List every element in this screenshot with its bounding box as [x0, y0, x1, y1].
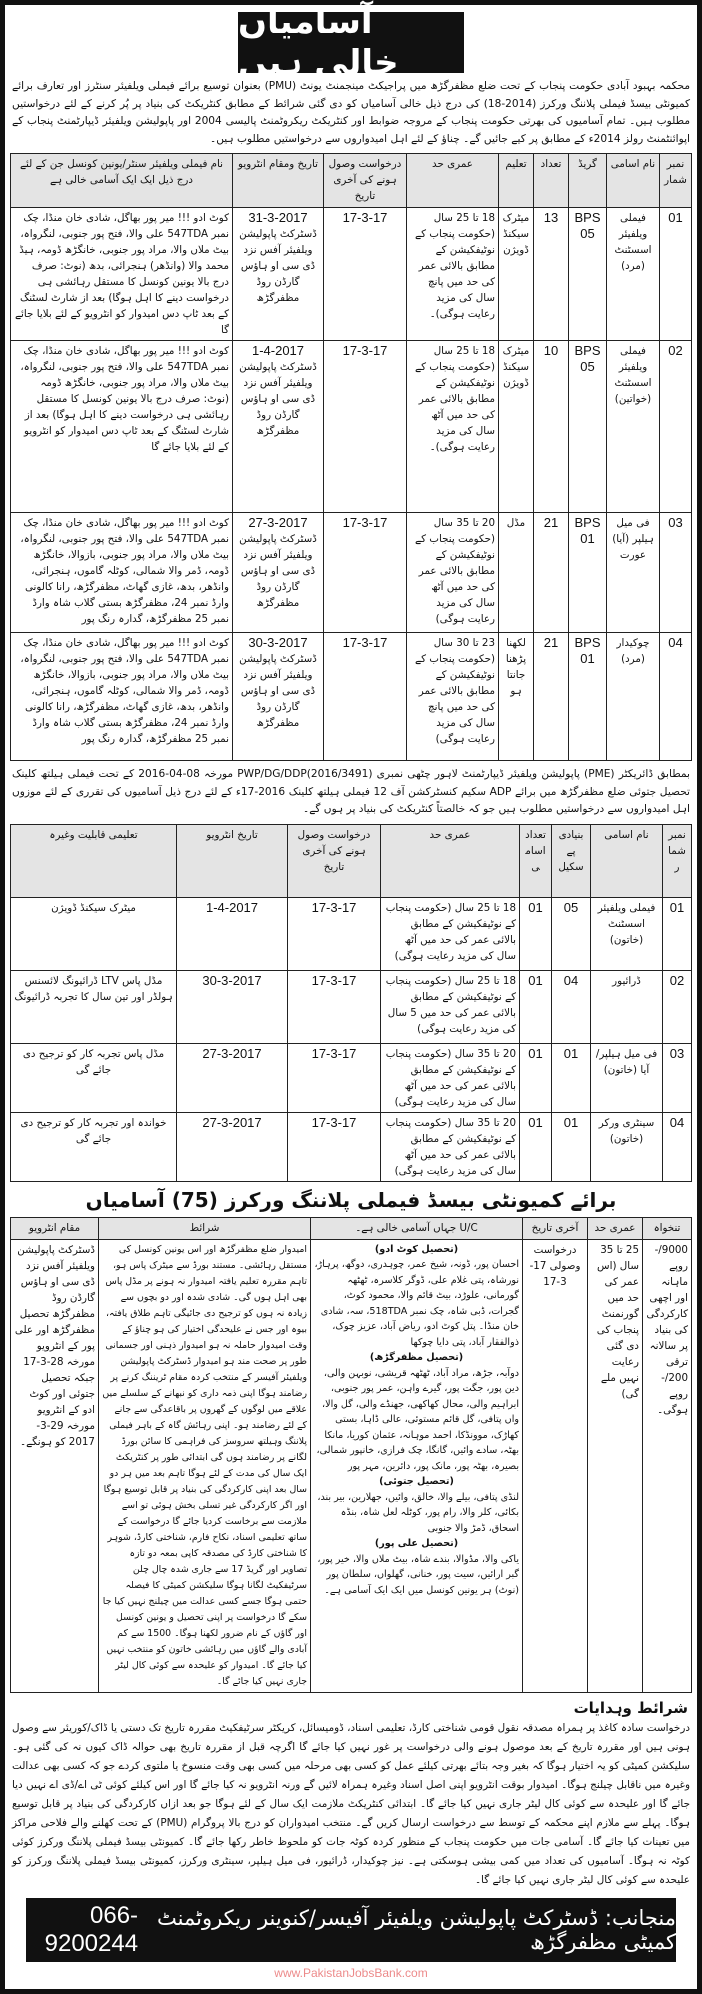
- grade: BPS 01: [569, 513, 607, 633]
- table-header: [11, 824, 692, 897]
- tehsil-name: (تحصیل جتوئی): [379, 1476, 454, 1487]
- table-row: [11, 1112, 692, 1181]
- vacancies-table-2: [10, 824, 692, 1182]
- header-cell: تعداد: [534, 154, 569, 208]
- last-date: 17-3-17: [324, 633, 407, 761]
- table-row: [11, 341, 692, 513]
- row-number: 04: [660, 633, 692, 761]
- header-cell: نام اسامی: [591, 824, 663, 897]
- post-count: 01: [520, 897, 552, 970]
- last-date: 17-3-17: [288, 897, 381, 970]
- centers-list: کوٹ ادو !!! میر پور بھاگل، شادی خان منڈا، چک نمبر 547TDA علی والا، فتح پور جنوبی، لنگرواہ، بیٹ ملاں والا، مراد پور جنوبی، خانگڑھ ڈومہ (نوٹ: صرف درج بالا یونین کونسل کا مستقل رہائشی ہی درخواست دینے کا اہل ہوگا) بعد از شارٹ لسٹنگ کے بعد ٹاپ دس امیدوار کو انٹرویو کے لئے بلایا جائے گا: [11, 341, 233, 513]
- tehsil-group: [314, 1474, 519, 1536]
- interview-date: 30-3-2017: [177, 970, 288, 1043]
- header-cell: نام فیملی ویلفیئر سنٹر/یونین کونسل جن کے لئے درج ذیل ایک ایک آسامی خالی ہے: [11, 154, 233, 208]
- ad-title: آسامیاں خالی ہیں: [238, 12, 464, 73]
- post-name: فیملی ویلفیئر اسسٹنٹ (خاتون): [591, 897, 663, 970]
- uc-list: لنڈی پتافی، بیلے والا، خالق، وائیں، جھلارین، بیر بند، بکائی، کلر والا، رام پور، کوٹلہ لعل شاہ، بنڈہ اسحاق، ڈمڑ والا جنوبی: [317, 1491, 519, 1534]
- interview-date: 27-3-2017: [177, 1112, 288, 1181]
- last-date: 17-3-17: [324, 208, 407, 341]
- header-cell: شرائط: [99, 1217, 311, 1239]
- interview-date: 27-3-2017: [248, 515, 308, 530]
- post-name: ڈرائیور: [591, 970, 663, 1043]
- interview-place: ڈسٹرکٹ پاپولیشن ویلفیئر آفس نزد ڈی سی او ہاؤس گارڈن روڈ مظفرگڑھ: [239, 361, 317, 437]
- cbfpw-heading: برائے کمیونٹی بیسڈ فیملی پلاننگ ورکرز (75) آسامیاں: [85, 1187, 617, 1212]
- header-cell: نمبر شمار: [660, 154, 692, 208]
- footer-phone: 066-9200244: [44, 1901, 139, 1957]
- table-row: [11, 897, 692, 970]
- header-cell: بنیادی پے سکیل: [552, 824, 591, 897]
- header-cell: تعلیم: [499, 154, 534, 208]
- interview-date: 1-4-2017: [251, 343, 305, 358]
- grade: BPS 05: [569, 208, 607, 341]
- post-name: فیملی ویلفیئر اسسٹنٹ (مرد): [607, 208, 660, 341]
- uc-cell: [311, 1239, 523, 1692]
- table-row: [11, 633, 692, 761]
- header-cell: درخواست وصول ہونے کی آخری تاریخ: [288, 824, 381, 897]
- post-name: فیملی ویلفیئر اسسٹنٹ (خواتین): [607, 341, 660, 513]
- terms-paragraph: درخواست سادہ کاغذ پر ہمراہ مصدقہ نقول قومی شناختی کارڈ، تعلیمی اسناد، ڈومیسائل، کریکٹر سرٹیفکیٹ مقررہ تاریخ تک دستی یا ڈاک/کوریئر سے وصول ہونی ہیں اور مقررہ تاریخ کے بعد موصول ہونے والی درخواست پر غور نہیں کیا جائے گا اگرچہ قبل از مقررہ تاریخ بھی حوالہ ڈاک کیوں نہ کی گئی ہو۔ سلیکشن کمیٹی کو یہ اختیار ہوگا کہ بغیر وجہ بتائے بھرتی کیلئے عمل کو کسی بھی مرحلہ میں کسی بھی وقت منسوخ یا ملتوی کردے جو کہ کسی بھی عدالت وغیرہ میں ناقابل چیلنج ہوگا۔ امیدوار بوقت انٹرویو اپنی اصل اسناد وغیرہ ہمراہ لائیں گے ورنہ انٹرویو نہ کیا جائے گا اور اس کیلئے کوئی ٹی اے/ڈی اے نہیں دیا جائے گا اور علیحدہ سے کوئی کال لیٹر جاری نہیں کیا جائے گا۔ ابتدائی کنٹریکٹ ملازمت ایک سال کے لئے ہوگا جو بعد ازاں کارکردگی کی بنیاد پر قابل توسیع ہوگا۔ پہلے سے ملازم اپنے محکمہ کے توسط سے درخواست ارسال کریں گے۔ منتخب امیدواران کو درج بالا پروگرام (PMU) کے تحت کھلنے والے فلاحی مراکز میں تعینات کیا جائے گا۔ آسامی جات میں حکومت پنجاب کے منظور کردہ کوٹہ جات کو ملحوظ خاطر رکھا جائے گا۔ کمیونٹی بیسڈ فیملی پلاننگ ورکرز کوئی کوٹہ نہ ہوگا۔ آسامیوں کی تعداد میں کمی بیشی ہوسکتی ہے۔ نیز چوکیدار، ڈرائیور، فی میل ہیلپر، سینٹری ورکرز، کمیونٹی بیسڈ فیملی پلاننگ ورکرز کو علیحدہ سے کوئی کال لیٹر جاری نہیں کیا جائے گا۔: [12, 1721, 690, 1886]
- table-row: [11, 208, 692, 341]
- last-date: 17-3-17: [288, 970, 381, 1043]
- interview-cell: [233, 341, 324, 513]
- last-date: 17-3-17: [324, 513, 407, 633]
- intro-paragraph: محکمہ بہبود آبادی حکومت پنجاب کے تحت ضلع مظفرگڑھ میں پراجیکٹ مینجمنٹ یونٹ (PMU) بعنوان توسیع برائے فیملی ویلفیئر سنٹرز اور تعارف برائے کمیونٹی بیسڈ فیملی پلاننگ ورکرز (2014-18) کی درج ذیل خالی آسامیاں کو دی گئی شرائط کے مطابق کنٹریکٹ کی بنیاد پر پُر کرنے کے لئے درخواستیں مطلوب ہیں۔ تمام آسامیوں کی بھرتی حکومت پنجاب کے مروجہ ضوابط اور کنٹریکٹ ریکروٹمنٹ پالیسی 2004 اور پاپولیشن ویلفیئر ڈیپارٹمنٹ پنجاب کے اپوائنٹمنٹ رولز 2014ء کے مطابق پر کیے جائیں گے۔ چناؤ کے لئے اہل امیدواروں سے درخواستیں مطلوب ہیں۔: [12, 80, 690, 145]
- row-number: 03: [660, 513, 692, 633]
- interview-date: 1-4-2017: [177, 897, 288, 970]
- uc-list: دوآبہ، جڑھ، مراد آباد، ٹھٹھہ قریشی، نوبہن والی، دین پور، جگت پور، گیرے واہن، عمر پور جنوبی، ابراہیم والی، محال کھاکھی، جھنڈے والی، گل والا، واں پتافی، گل قائم مستوئی، عالی ڈاہا، بستی کھاڑک، موونڈکا، احمد موہانہ، عثمان کوریا، مانکا بھٹہ، سادے وائیں، گانگا، چک فرازی، خانپور شمالی، بصیرہ، بھٹہ پور، مانک پور، دائرین، مہر پور: [316, 1367, 519, 1472]
- age-limit: 20 تا 35 سال (حکومت پنجاب کے نوٹیفکیشن کے مطابق بالائی عمر کی حد میں آٹھ سال کی مزید رعایت ہوگی): [407, 513, 499, 633]
- age-limit: 23 تا 30 سال (حکومت پنجاب کے نوٹیفکیشن کے مطابق بالائی عمر کی حد میں پانچ سال کی مزید رعایت ہوگی): [407, 633, 499, 761]
- education: مڈل: [499, 513, 534, 633]
- post-count: 21: [534, 633, 569, 761]
- interview-date: 30-3-2017: [248, 635, 308, 650]
- qualification: مڈل پاس LTV ڈرائیونگ لائسنس ہولڈر اور تین سال کا تجربہ ڈرائیونگ: [11, 970, 177, 1043]
- age-limit: 18 تا 25 سال (حکومت پنجاب کے نوٹیفکیشن کے مطابق بالائی عمر کی حد میں پانچ سال کی مزید رعایت ہوگی)۔: [407, 208, 499, 341]
- header-cell: U/C جہاں آسامی خالی ہے۔: [311, 1217, 523, 1239]
- row-number: 02: [663, 970, 692, 1043]
- header-cell: عمری حد: [407, 154, 499, 208]
- tehsil-group: [314, 1536, 519, 1583]
- tehsil-name: (تحصیل علی پور): [374, 1538, 459, 1549]
- uc-list: احسان پور، ڈونہ، شیخ عمر، چوہدری، دوگھ، پرہاڑ، نورشاہ، پتی غلام علی، ڈوگر کلاسرہ، ٹھٹھہ گورمانی، علوڑد، بیٹ قائم والا، محمود کوٹ، گجرات، ڈبی شاہ، چک نمبر 518TDA، سہ، شادی خان منڈا۔ پتل کوٹ ادو، ریاض آباد، عزیز چوک، ذوالفقار آباد، پتی دایا چوکھا: [314, 1259, 519, 1348]
- last-date: 17-3-17: [288, 1112, 381, 1181]
- uc-list: یاکی والا، مڈوالا، بندے شاہ، بیٹ ملاں والا، خیر پور، گبر ارائیں، سیت پور، خنانی، گھلواں، سلطان پور: [317, 1553, 519, 1580]
- last-date-cell: درخواست وصولی 17-3-17: [523, 1239, 588, 1692]
- header-cell: تنخواہ: [643, 1217, 692, 1239]
- table-row: [11, 970, 692, 1043]
- pay-scale: 04: [552, 970, 591, 1043]
- tehsil-name: (تحصیل کوٹ ادو): [374, 1243, 459, 1255]
- terms-heading: شرائط وہدایات: [573, 1698, 688, 1717]
- table-header: [11, 1217, 692, 1239]
- age-limit: 18 تا 25 سال (حکومت پنجاب کے نوٹیفکیشن کے مطابق بالائی عمر کی حد میں 5 سال کی مزید رعایت ہوگی): [381, 970, 520, 1043]
- table-row: [11, 513, 692, 633]
- header-cell: گریڈ: [569, 154, 607, 208]
- last-date: 17-3-17: [324, 341, 407, 513]
- interview-place-cell: ڈسٹرکٹ پاپولیشن ویلفیئر آفس نزد ڈی سی او ہاؤس گارڈن روڈ مظفرگڑھ تحصیل مظفرگڑھ اور علی پور کے انٹرویو مورخہ 28-3-17 جبکہ تحصیل جتوئی اور کوٹ ادو کے انٹرویو مورخہ 29-3-2017 کو ہونگے۔: [11, 1239, 99, 1692]
- last-date: 17-3-17: [288, 1043, 381, 1112]
- table-row: [11, 1239, 692, 1692]
- post-count: 01: [520, 1112, 552, 1181]
- salary-cell: 9000/- روپے ماہانہ اور اچھی کارکردگی کی بنیاد پر سالانہ ترقی 200/- روپے ہوگی۔: [643, 1239, 692, 1692]
- post-name: فی میل ہیلپر (آیا) عورت: [607, 513, 660, 633]
- post-name: سینٹری ورکر (خاتون): [591, 1112, 663, 1181]
- education: میٹرک سیکنڈ ڈویژن: [499, 208, 534, 341]
- age-limit: 20 تا 35 سال (حکومت پنجاب کے نوٹیفکیشن کے مطابق بالائی عمر کی حد میں آٹھ سال کی مزید رعایت ہوگی): [381, 1112, 520, 1181]
- vacancies-table-1: [10, 153, 692, 761]
- centers-list: کوٹ ادو !!! میر پور بھاگل، شادی خان منڈا، چک نمبر 547TDA علی والا، فتح پور جنوبی، لنگرواہ، بیٹ ملاں والا، مراد پور جنوبی، خانگڑھ ڈومہ، ہیڈ محمد والا (وانڈھر) ہنجرائی، بدھ (نوٹ: صرف درج بالا یونین کونسل کا مستقل رہائشی ہی درخواست دینے کا اہل ہوگا) بعد از شارٹ لسٹنگ کے بعد ٹاپ دس امیدوار کو انٹرویو کے لئے بلایا جائے گا: [11, 208, 233, 341]
- row-number: 04: [663, 1112, 692, 1181]
- interview-date: 27-3-2017: [177, 1043, 288, 1112]
- header-cell: آخری تاریخ: [523, 1217, 588, 1239]
- age-limit: 18 تا 25 سال (حکومت پنجاب کے نوٹیفکیشن کے مطابق بالائی عمر کی حد میں آٹھ سال کی مزید رعایت ہوگی)۔: [407, 341, 499, 513]
- footer-bar: [26, 1898, 676, 1962]
- header-cell: نمبر شمار: [663, 824, 692, 897]
- tehsil-group: [314, 1242, 519, 1351]
- header-cell: مقام انٹرویو: [11, 1217, 99, 1239]
- post-count: 01: [520, 970, 552, 1043]
- interview-place: ڈسٹرکٹ پاپولیشن ویلفیئر آفس نزد ڈی سی او ہاؤس گارڈن روڈ مظفرگڑھ: [239, 228, 317, 304]
- header-cell: درخواست وصول ہونے کی آخری تاریخ: [324, 154, 407, 208]
- centers-list: کوٹ ادو !!! میر پور بھاگل، شادی خان منڈا، چک نمبر 547TDA علی والا، فتح پور جنوبی، لنگرواہ، بیٹ ملاں والا، مراد پور جنوبی، بازوالا، خانگڑھ ڈومہ، ڈمر والا شمالی، کوٹلہ گاموں، ہنجرائی، وانڈھر، بدھ، غازی گھاٹ، مظفرگڑھ، رانا کالونی وارڈ نمبر 24، مظفرگڑھ بستی گلاب شاہ وارڈ نمبر 25 مظفرگڑھ، گدارہ رنگ پور: [11, 633, 233, 761]
- qualification: مڈل پاس تجربہ کار کو ترجیح دی جائے گی: [11, 1043, 177, 1112]
- education: میٹرک سیکنڈ ڈویژن: [499, 341, 534, 513]
- row-number: 03: [663, 1043, 692, 1112]
- header-cell: عمری حد: [588, 1217, 643, 1239]
- post-name: فی میل ہیلپر/آیا (خاتون): [591, 1043, 663, 1112]
- row-number: 02: [660, 341, 692, 513]
- uc-note: (نوٹ) ہر یونین کونسل میں ایک ایک آسامی ہے۔: [324, 1584, 519, 1596]
- header-cell: تاریخ ومقام انٹرویو: [233, 154, 324, 208]
- tehsil-name: (تحصیل مظفرگڑھ): [369, 1352, 464, 1363]
- pay-scale: 05: [552, 897, 591, 970]
- interview-cell: [233, 633, 324, 761]
- age-cell: 25 تا 35 سال (اس عمر کی حد میں گورنمنٹ پنجاب کی دی گئی رعایت نہیں ملے گی): [588, 1239, 643, 1692]
- interview-cell: [233, 208, 324, 341]
- watermark: www.PakistanJobsBank.com: [274, 1965, 428, 1980]
- header-cell: تعلیمی قابلیت وغیرہ: [11, 824, 177, 897]
- header-cell: تاریخ انٹرویو: [177, 824, 288, 897]
- table-header: [11, 154, 692, 208]
- grade: BPS 01: [569, 633, 607, 761]
- tehsil-group: [314, 1350, 519, 1474]
- interview-date: 31-3-2017: [248, 210, 308, 225]
- post-name: چوکیدار (مرد): [607, 633, 660, 761]
- post-count: 21: [534, 513, 569, 633]
- header-cell: عمری حد: [381, 824, 520, 897]
- footer-from: منجانب: ڈسٹرکٹ پاپولیشن ویلفیئر آفیسر/کنوینر ریکروٹمنٹ کمیٹی مظفرگڑھ: [157, 1905, 676, 1954]
- row-number: 01: [663, 897, 692, 970]
- post-count: 13: [534, 208, 569, 341]
- education: لکھنا پڑھنا جانتا ہو: [499, 633, 534, 761]
- pay-scale: 01: [552, 1112, 591, 1181]
- interview-place: ڈسٹرکٹ پاپولیشن ویلفیئر آفس نزد ڈی سی او ہاؤس گارڈن روڈ مظفرگڑھ: [239, 533, 317, 609]
- header-cell: نام اسامی: [607, 154, 660, 208]
- conditions-cell: امیدوار ضلع مظفرگڑھ اور اس یونین کونسل کی مستقل رہائشی۔ مستند بورڈ سے میٹرک پاس ہو، تاہم مقررہ تعلیم یافتہ امیدوار نہ ہونے پر مڈل پاس بھی اہل ہوں گی۔ شادی شدہ اور دو بچوں سے زیادہ نہ ہوں کو ترجیح دی جائیگی تاہم طلاق یافتہ، بیوہ اور جس نے علیحدگی اختیار کی ہو چناؤ کے وقت امیدوار حاملہ نہ ہو امیدوار ذہنی اور جسمانی طور پر صحت مند ہو امیدوار ڈسٹرکٹ پاپولیشن ویلفیئر آفیسر کے منتخب کردہ مقام ٹریننگ کرنے پر رضامند ہوگا اپنی ذمہ داری کو نبھانے کے سلسلے میں علاقے میں لوگوں کے گھروں پر باقاعدگی سے جانے کے لئے رضامند ہو۔ اپنی رہائش گاہ کے باہر فیملی پلاننگ وہیلتھ سروسز کی فراہمی کا سائن بورڈ لگانے پر رضامند ہوں گی ابتدائی طور پر کنٹریکٹ ایک سال کی مدت کے لئے ہوگا تاہم بعد میں ہر دو سال بعد اپنی کارکردگی کی بنیاد پر قابل توسیع ہوگا اور اگر کارکردگی غیر تسلی بخش ہوئی تو اسے ملازمت سے برخاست کردیا جائے گا درخواست کے ساتھ تعلیمی اسناد، نکاح فارم، شناختی کارڈ، شوہر کا شناختی کارڈ کی مصدقہ کاپی بمعہ دو تازہ تصاویر اور گریڈ 17 سے جاری شدہ چال چلن سرٹیفکیٹ لگانا ہوگا سلیکشن کمیٹی کا فیصلہ حتمی ہوگا جسے کسی عدالت میں چیلنج نہیں کیا جا سکے گا درخواست پر اپنی تحصیل و یونین کونسل اور گاؤں کے نام ضرور لکھنا ہوگا۔ 1500 سے کم آبادی والے گاؤں میں رہائشی خاتون کو منتخب نہیں کیا جائے گا۔ امیدوار کو علیحدہ سے کوئی کال لیٹر جاری نہیں کیا جائے گا۔: [99, 1239, 311, 1692]
- qualification: میٹرک سیکنڈ ڈویژن: [11, 897, 177, 970]
- interview-place: ڈسٹرکٹ پاپولیشن ویلفیئر آفس نزد ڈی سی او ہاؤس گارڈن روڈ مظفرگڑھ: [239, 653, 317, 729]
- interview-cell: [233, 513, 324, 633]
- qualification: خواندہ اور تجربہ کار کو ترجیح دی جائے گی: [11, 1112, 177, 1181]
- centers-list: کوٹ ادو !!! میر پور بھاگل، شادی خان منڈا، چک نمبر 547TDA علی والا، فتح پور جنوبی، لنگرواہ، بیٹ ملاں والا، مراد پور جنوبی، بازوالا، خانگڑھ ڈومہ، ڈمر والا شمالی، کوٹلہ گاموں، ہنجرائی، وانڈھر، بدھ، غازی گھاٹ، مظفرگڑھ، رانا کالونی وارڈ نمبر 24، مظفرگڑھ بستی گلاب شاہ وارڈ نمبر 25 مظفرگڑھ، گدارہ رنگ پور: [11, 513, 233, 633]
- age-limit: 18 تا 25 سال (حکومت پنجاب کے نوٹیفکیشن کے مطابق بالائی عمر کی حد میں آٹھ سال کی مزید رعایت ہوگی): [381, 897, 520, 970]
- age-limit: 20 تا 35 سال (حکومت پنجاب کے نوٹیفکیشن کے مطابق بالائی عمر کی حد میں آٹھ سال کی مزید رعایت ہوگی): [381, 1043, 520, 1112]
- row-number: 01: [660, 208, 692, 341]
- pay-scale: 01: [552, 1043, 591, 1112]
- table-row: [11, 1043, 692, 1112]
- vacancies-table-3: [10, 1217, 692, 1693]
- grade: BPS 05: [569, 341, 607, 513]
- adp-paragraph: بمطابق ڈائریکٹر (PME) پاپولیشن ویلفیئر ڈیپارٹمنٹ لاہور چٹھی نمبری PWP/DG/DDP(2016/3491) مورخہ 08-04-2016 کے تحت فیملی ہیلتھ کلینک تحصیل جتوئی ضلع مظفرگڑھ میں برائے ADP سکیم کنسٹرکشن آف 12 فیملی ہیلتھ کلینک 2016-17ء کے لئے درج ذیل آسامیوں کی تقرری کے لئے موزوں اہل امیدواروں سے درخواستیں مطلوب ہیں جو کہ خالصتاً کنٹریکٹ کی بنیاد پر ہوں گے۔: [12, 768, 691, 815]
- post-count: 01: [520, 1043, 552, 1112]
- header-cell: تعداد اسامی: [520, 824, 552, 897]
- post-count: 10: [534, 341, 569, 513]
